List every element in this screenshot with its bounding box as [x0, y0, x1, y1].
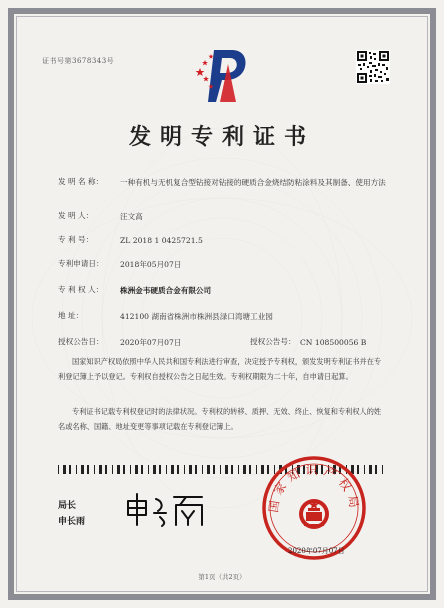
- certificate-number: 证书号第3678343号: [42, 57, 115, 65]
- qr-code-icon: [356, 50, 390, 84]
- legal-paragraph-2: 专利证书记载专利权登记时的法律状况。专利权的转移、质押、无效、终止、恢复和专利权人的姓名或名称、国籍、地址变更等事项记载在专利登记簿上。: [58, 407, 382, 431]
- legal-paragraph-1: 国家知识产权局依照中华人民共和国专利法进行审查，决定授予专利权，颁发发明专利证书并在专利登记簿上予以登记。专利权自授权公告之日起生效。专利权期限为二十年，自申请日起算。: [58, 357, 382, 381]
- seal-date: 2020年07月07日: [288, 547, 345, 555]
- grant-date-label: 授权公告日：: [58, 337, 104, 346]
- document-title: 发明专利证书: [128, 124, 315, 150]
- inventor-value: 汪文高: [120, 212, 143, 221]
- inventor-label: 发 明 人：: [58, 211, 94, 220]
- invention-name-value: 一种有机与无机复合型钻接对钻接的硬质合金烧结防粘涂料及其制备、使用方法: [120, 178, 386, 187]
- page-footer: 第1页（共2页）: [198, 573, 246, 581]
- address-label: 地 址：: [58, 311, 84, 320]
- director-name: 申长雨: [58, 517, 86, 527]
- address-value: 412100 湖南省株洲市株洲县渌口湾塘工业园: [120, 312, 273, 321]
- filing-date-label: 专利申请日：: [58, 259, 104, 268]
- director-title: 局长: [58, 501, 77, 511]
- cnipa-logo-icon: [192, 44, 254, 106]
- announcement-number-label: 授权公告号：: [250, 337, 296, 346]
- invention-name-label: 发 明 名 称：: [58, 177, 104, 186]
- filing-date-value: 2018年05月07日: [120, 260, 182, 269]
- handwritten-signature: [122, 491, 208, 529]
- patent-number-label: 专 利 号：: [58, 235, 94, 244]
- patentee-value: 株洲金韦硬质合金有限公司: [120, 286, 212, 295]
- seal-name: 国家知识产权局: [266, 463, 362, 514]
- national-emblem-icon: [299, 499, 329, 529]
- grant-date-value: 2020年07月07日: [120, 338, 182, 347]
- patentee-label: 专 利 权 人：: [58, 285, 104, 294]
- announcement-number-value: CN 108500056 B: [300, 338, 367, 347]
- patent-number-value: ZL 2018 1 0425721.5: [120, 236, 203, 245]
